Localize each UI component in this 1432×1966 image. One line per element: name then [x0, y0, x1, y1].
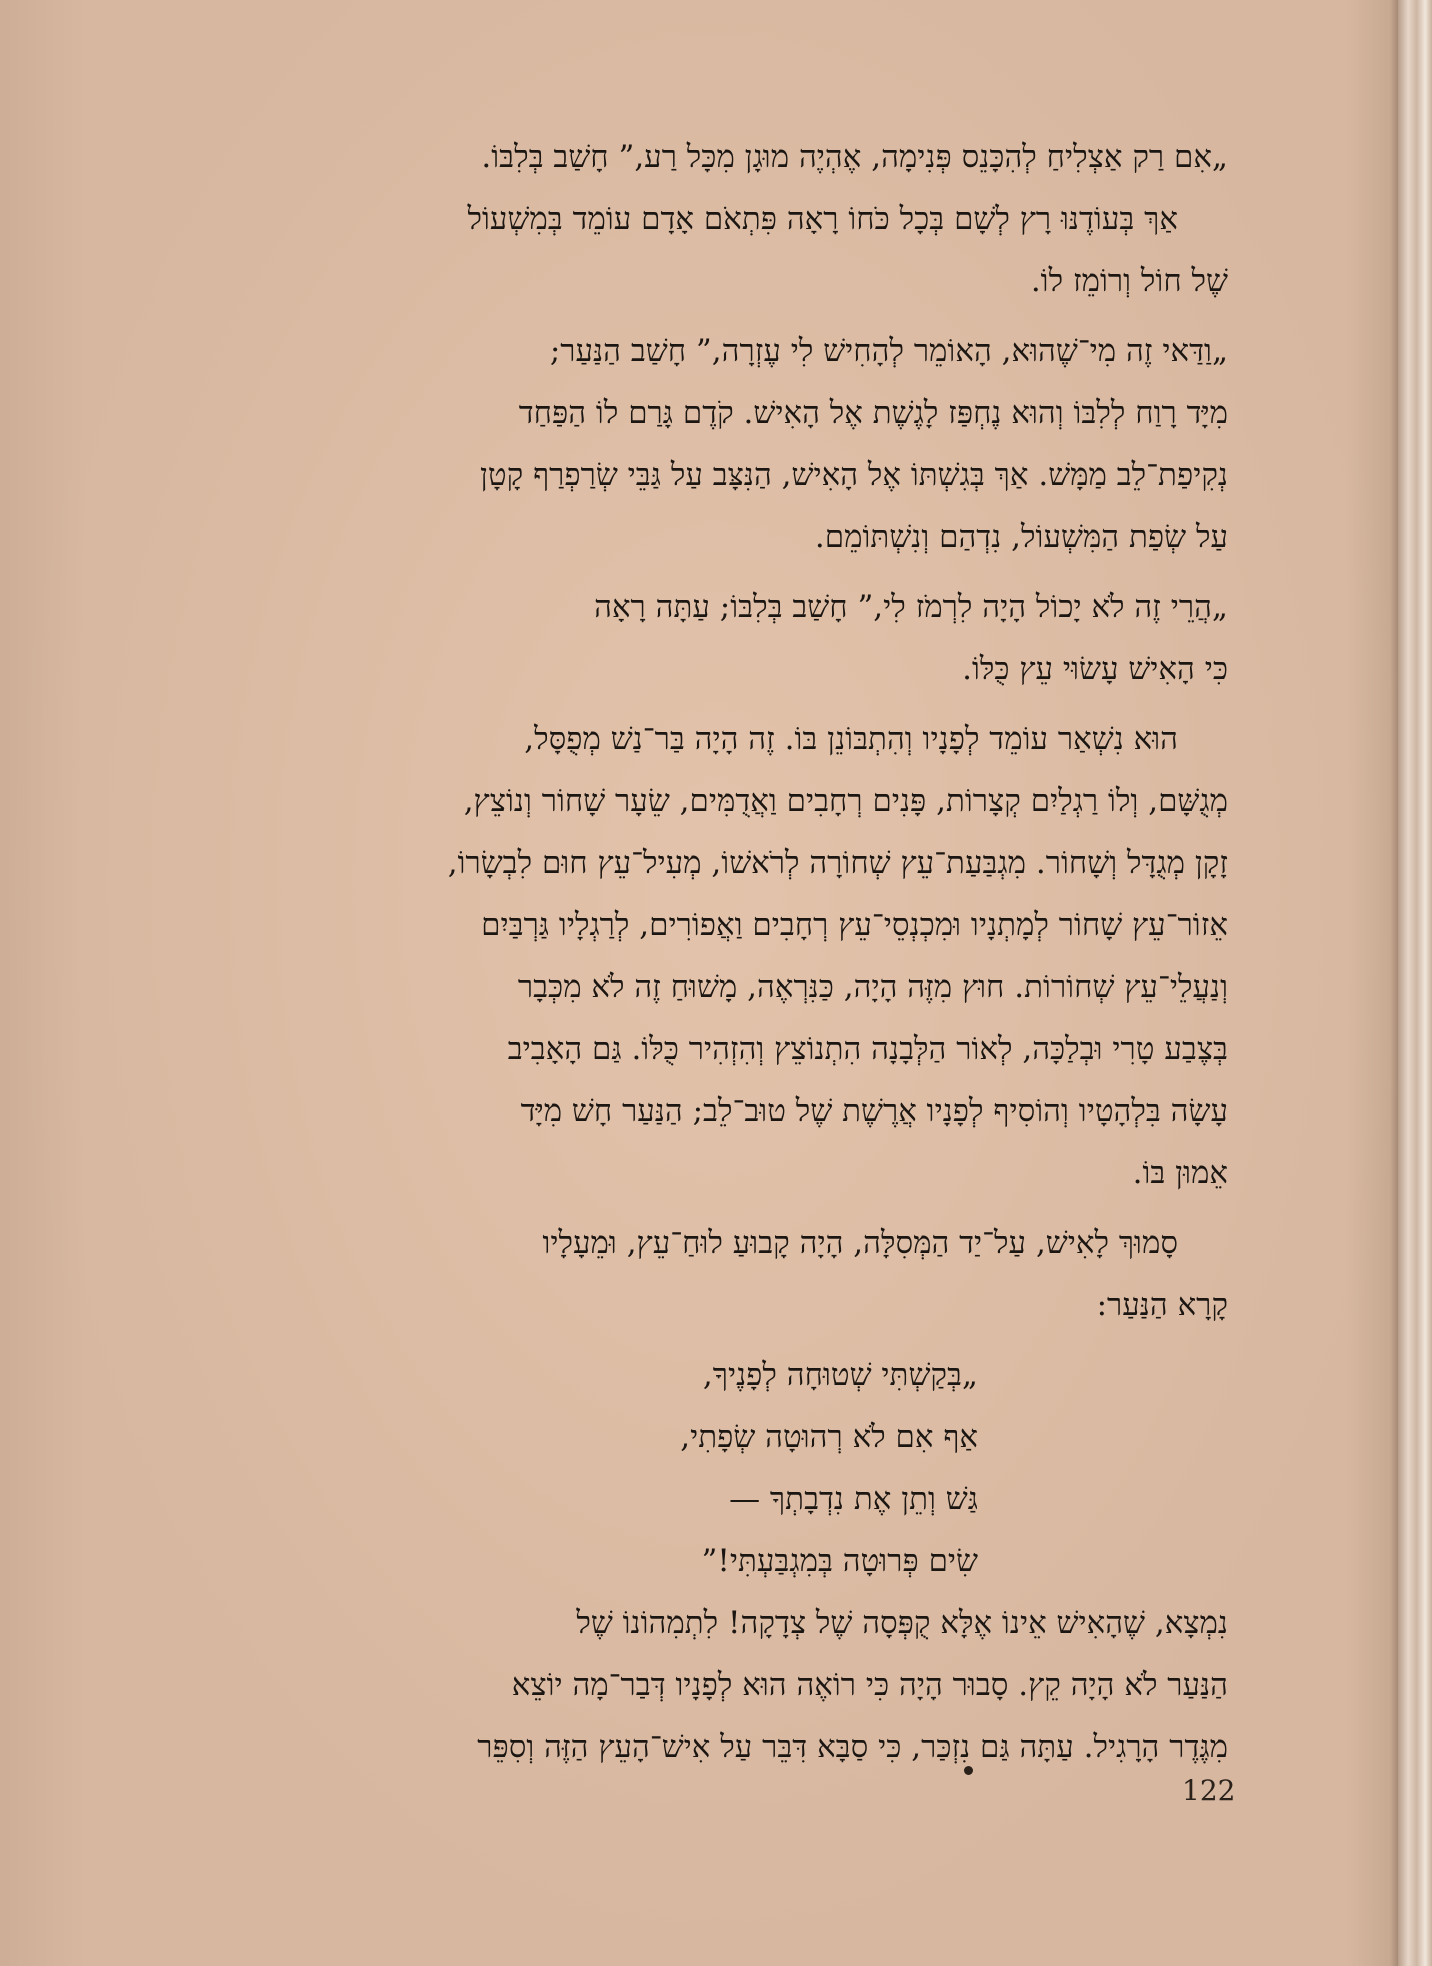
page-edge	[1398, 0, 1432, 1966]
poem-line: „בְּקַשְׁתִּי שְׁטוּחָה לְפָנֶיךָ,	[702, 1357, 978, 1393]
text-line: נִמְצָא, שֶׁהָאִישׁ אֵינוֹ אֶלָּא קֻפְּסָה שֶׁל צְדָקָה! לִתְמִהוֹנוֹ שֶׁל	[576, 1605, 1228, 1641]
text-line: אֵמוּן בּוֹ.	[1132, 1155, 1228, 1191]
text-line: עָשָׂה בִּלְהָטָיו וְהוֹסִיף לְפָנָיו אֲרֶשֶׁת שֶׁל טוּב־לֵב; הַנַּעַר חָשׁ מִיָּד	[520, 1093, 1228, 1129]
text-line: „הֲרֵי זֶה לֹא יָכוֹל הָיָה לִרְמֹז לִי,” חָשַׁב בְּלִבּוֹ; עַתָּה רָאָה	[594, 589, 1228, 625]
text-line: אֵזוֹר־עֵץ שָׁחוֹר לְמָתְנָיו וּמִכְנְסֵי־עֵץ רְחָבִים וַאֲפוֹרִים, לְרַגְלָיו גַּרְבַּיִם	[481, 907, 1228, 943]
text-line: שֶׁל חוֹל וְרוֹמֵז לוֹ.	[1030, 263, 1228, 299]
text-line: אַךְ בְּעוֹדֶנּוּ רָץ לְשָׁם בְּכָל כֹּחוֹ רָאָה פִּתְאֹם אָדָם עוֹמֵד בְּמִשְׁעוֹל	[467, 201, 1178, 237]
text-line: מְגֻשָּׁם, וְלוֹ רַגְלַיִם קְצָרוֹת, פָּנִים רְחָבִים וַאֲדֻמִּים, שֵׂעָר שָׁחוֹר וְנוֹצֵץ,	[463, 783, 1228, 819]
text-line: כִּי הָאִישׁ עָשׂוּי עֵץ כֻּלּוֹ.	[962, 651, 1228, 687]
text-line: קָרָא הַנַּעַר:	[1096, 1287, 1228, 1323]
text-line: וְנַעֲלֵי־עֵץ שְׁחוֹרוֹת. חוּץ מִזֶּה הָיָה, כַּנִּרְאֶה, מָשׁוּחַ זֶה לֹא מִכְּבָר	[517, 969, 1228, 1005]
text-line: מִיָּד רָוַח לְלִבּוֹ וְהוּא נֶחְפַּז לָגֶשֶׁת אֶל הָאִישׁ. קֹדֶם גָּרַם לוֹ הַפַּחַד	[518, 395, 1228, 431]
text-line: בְּצֶבַע טָרִי וּבְלַכָּה, לְאוֹר הַלְּבָנָה הִתְנוֹצֵץ וְהִזְהִיר כֻּלּוֹ. גַּם הָאָבִיב	[507, 1031, 1228, 1067]
text-line: סָמוּךְ לָאִישׁ, עַל־יַד הַמְּסִלָּה, הָיָה קָבוּעַ לוּחַ־עֵץ, וּמֵעָלָיו	[542, 1225, 1178, 1261]
body-text	[138, 126, 1228, 1778]
page-gutter-shadow	[1390, 0, 1398, 1966]
text-line: מִגֶּדֶר הָרָגִיל. עַתָּה גַּם נִזְכַּר, כִּי סַבָּא דִּבֵּר עַל אִישׁ־הָעֵץ הַזֶּה וְסִפֵּר	[477, 1729, 1228, 1765]
poem-line: אַף אִם לֹא רְהוּטָה שְׂפָתִי,	[680, 1419, 978, 1455]
text-line: עַל שְׂפַת הַמִּשְׁעוֹל, נִדְהַם וְנִשְׁתּוֹמֵם.	[814, 519, 1228, 555]
text-line: הוּא נִשְׁאַר עוֹמֵד לְפָנָיו וְהִתְבּוֹנֵן בּוֹ. זֶה הָיָה בַּר־נַשׁ מְפֻסָּל,	[524, 721, 1178, 757]
text-line: „אִם רַק אַצְלִיחַ לְהִכָּנֵס פְּנִימָה, אֶהְיֶה מוּגָן מִכָּל רַע,” חָשַׁב בְּלִבּוֹ.	[481, 139, 1228, 175]
poem-line: גַּשׁ וְתֵן אֶת נִדְבָתְךָ —	[729, 1481, 978, 1517]
text-line: הַנַּעַר לֹא הָיָה קֵץ. סָבוּר הָיָה כִּי רוֹאֶה הוּא לְפָנָיו דְּבַר־מָה יוֹצֵא	[511, 1667, 1228, 1703]
text-line: זָקָן מְגֻדָּל וְשָׁחוֹר. מִגְבַּעַת־עֵץ שְׁחוֹרָה לְרֹאשׁוֹ, מְעִיל־עֵץ חוּם לִבְשָׂרוֹ,	[447, 845, 1228, 881]
poem-line: שִׂים פְּרוּטָה בְּמִגְבַּעְתִּי!”	[701, 1543, 978, 1579]
text-line: „וַדַּאי זֶה מִי־שֶׁהוּא, הָאוֹמֵר לְהָחִישׁ לִי עֶזְרָה,” חָשַׁב הַנַּעַר;	[549, 333, 1228, 369]
ink-spot	[964, 1766, 973, 1775]
text-line: נְקִיפַת־לֵב מַמָּשׁ. אַךְ בְּגִשְׁתּוֹ אֶל הָאִישׁ, הַנִּצָּב עַל גַּבֵּי שְׂרַפְרַף קָטָן	[480, 457, 1228, 493]
page-number: 122	[1182, 1774, 1236, 1807]
